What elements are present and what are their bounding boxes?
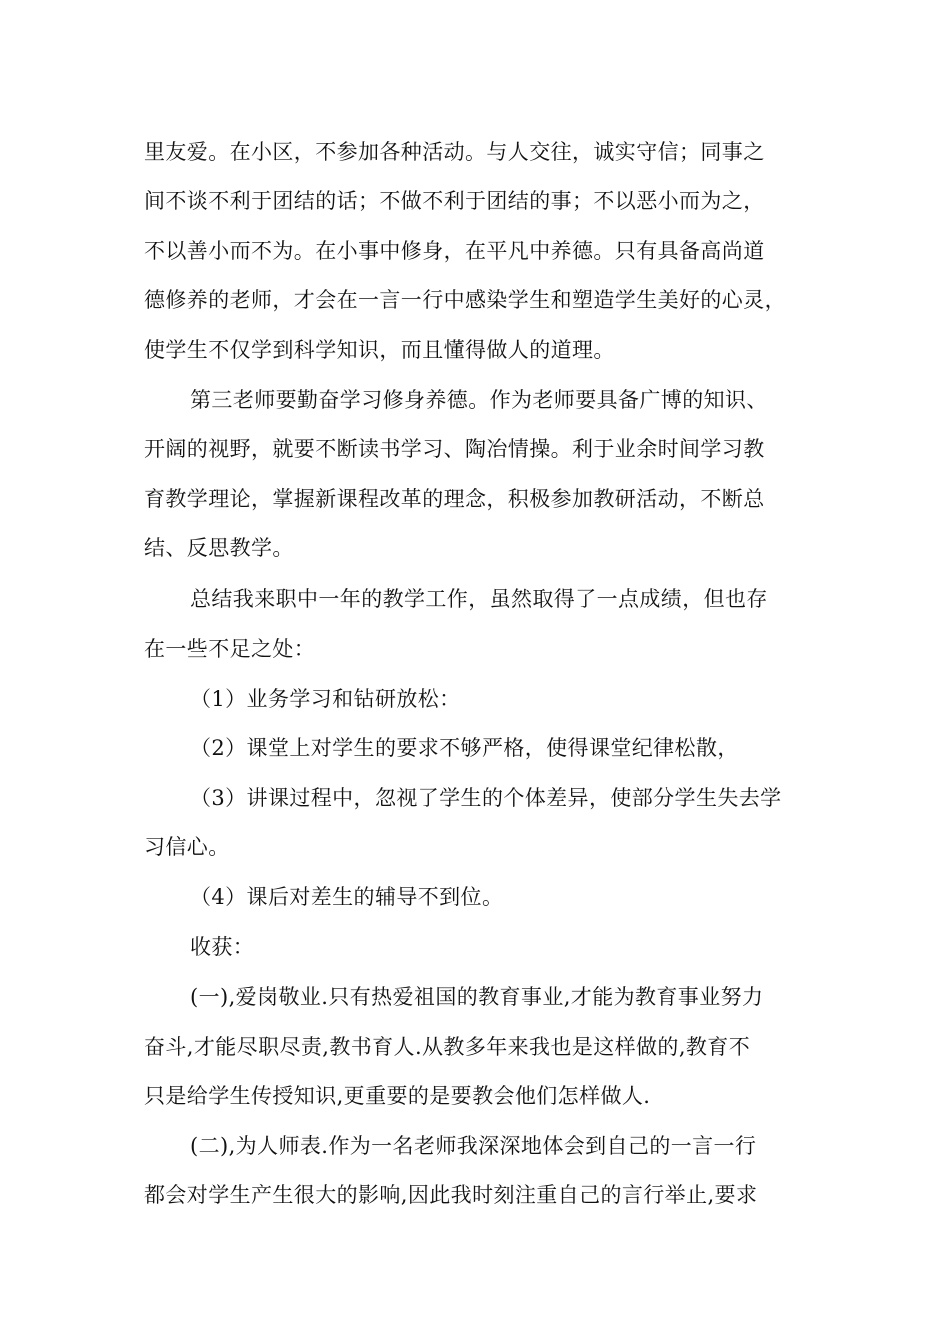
text-line: 使学生不仅学到科学知识，而且懂得做人的道理。 bbox=[144, 338, 615, 362]
text-line: 习信心。 bbox=[144, 835, 230, 859]
text-line: 不以善小而不为。在小事中修身，在平凡中养德。只有具备高尚道 bbox=[144, 239, 765, 263]
list-item: （2）课堂上对学生的要求不够严格，使得课堂纪律松散， bbox=[190, 736, 739, 760]
text-line: 德修养的老师，才会在一言一行中感染学生和塑造学生美好的心灵， bbox=[144, 288, 786, 312]
list-item: （1）业务学习和钻研放松： bbox=[190, 687, 461, 711]
section-heading: 收获： bbox=[190, 935, 255, 959]
list-item: （3）讲课过程中，忽视了学生的个体差异，使部分学生失去学 bbox=[190, 786, 782, 810]
text-line: 都会对学生产生很大的影响,因此我时刻注重自己的言行举止,要求 bbox=[144, 1183, 758, 1207]
text-line: 育教学理论，掌握新课程改革的理念，积极参加教研活动，不断总 bbox=[144, 487, 765, 511]
text-line: 间不谈不利于团结的话；不做不利于团结的事；不以恶小而为之， bbox=[144, 189, 765, 213]
text-line: 奋斗,才能尽职尽责,教书育人.从教多年来我也是这样做的,教育不 bbox=[144, 1035, 751, 1059]
text-line: (二),为人师表.作为一名老师我深深地体会到自己的一言一行 bbox=[190, 1134, 757, 1158]
text-line: 开阔的视野，就要不断读书学习、陶冶情操。利于业余时间学习教 bbox=[144, 437, 765, 461]
text-line: 在一些不足之处： bbox=[144, 637, 316, 661]
list-item: （4）课后对差生的辅导不到位。 bbox=[190, 885, 504, 909]
text-line: 结、反思教学。 bbox=[144, 536, 294, 560]
text-line: 总结我来职中一年的教学工作，虽然取得了一点成绩，但也存 bbox=[190, 587, 768, 611]
text-line: 里友爱。在小区，不参加各种活动。与人交往，诚实守信；同事之 bbox=[144, 140, 765, 164]
text-line: (一),爱岗敬业.只有热爱祖国的教育事业,才能为教育事业努力 bbox=[190, 985, 764, 1009]
text-line: 第三老师要勤奋学习修身养德。作为老师要具备广博的知识、 bbox=[190, 388, 768, 412]
text-line: 只是给学生传授知识,更重要的是要教会他们怎样做人. bbox=[144, 1084, 651, 1108]
